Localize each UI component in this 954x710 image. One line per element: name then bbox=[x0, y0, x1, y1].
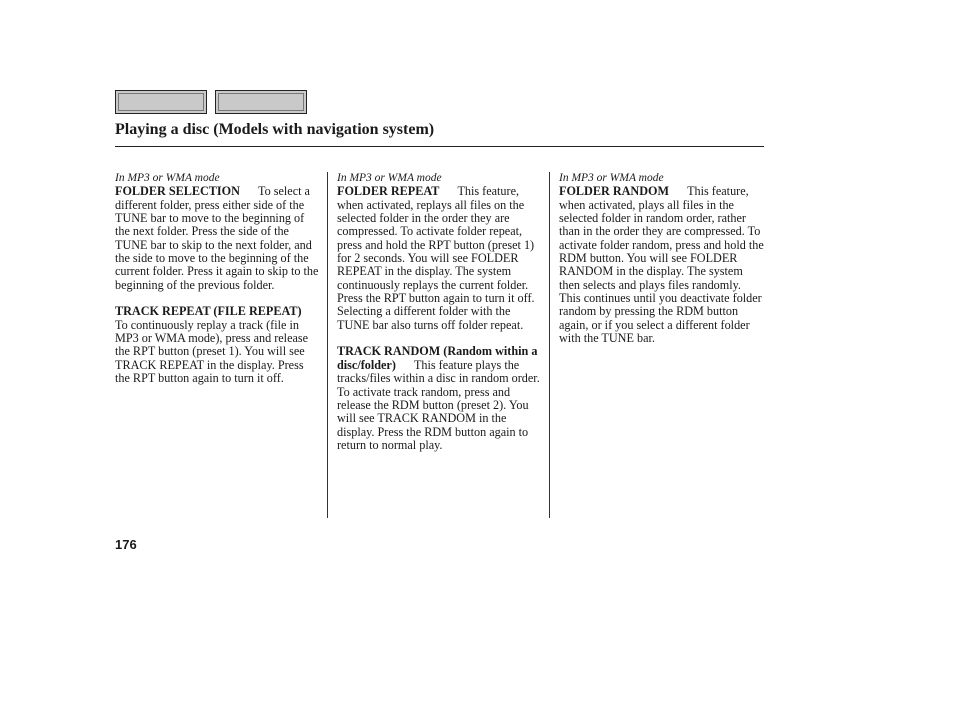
section-heading: FOLDER RANDOM bbox=[559, 184, 670, 199]
section-body: To select a different folder, press either side of the TUNE bar to move to the beginning of the next folder. Press the side of the TUNE bar to skip to the next folder, and the side to move to the beginning of the current folder. Press it again to skip to the beginning of the previous folder. bbox=[115, 184, 319, 292]
section-track-random bbox=[337, 345, 540, 452]
section-folder-selection bbox=[115, 172, 319, 292]
header-tab-2-inner bbox=[218, 93, 304, 111]
section-folder-repeat bbox=[337, 172, 540, 332]
page-title: Playing a disc (Models with navigation system) bbox=[115, 121, 435, 138]
column-1 bbox=[115, 172, 319, 386]
section-text bbox=[115, 305, 319, 385]
section-text bbox=[115, 185, 319, 292]
section-heading: TRACK REPEAT (FILE REPEAT) bbox=[115, 304, 302, 319]
column-divider-1 bbox=[327, 172, 328, 518]
section-heading: FOLDER SELECTION bbox=[115, 184, 240, 199]
mode-label: In MP3 or WMA mode bbox=[559, 172, 664, 184]
section-text bbox=[337, 185, 540, 332]
section-heading: TRACK RANDOM (Random within a disc/folder) bbox=[337, 344, 538, 372]
header-tab-1-inner bbox=[118, 93, 204, 111]
mode-label: In MP3 or WMA mode bbox=[115, 172, 220, 184]
section-folder-random bbox=[559, 172, 764, 345]
section-body: This feature plays the tracks/files within a disc in random order. To activate track random, press and release the RDM button (preset 2). You will see TRACK RANDOM in the display. Press the RDM button again to return to normal play. bbox=[337, 357, 540, 452]
column-2 bbox=[337, 172, 540, 452]
section-text bbox=[559, 185, 764, 345]
section-track-repeat bbox=[115, 305, 319, 385]
header-tab-2 bbox=[215, 90, 307, 114]
column-3 bbox=[559, 172, 764, 345]
mode-label: In MP3 or WMA mode bbox=[337, 172, 442, 184]
title-rule bbox=[115, 146, 764, 147]
header-tab-1 bbox=[115, 90, 207, 114]
section-text bbox=[337, 345, 540, 452]
section-heading: FOLDER REPEAT bbox=[337, 184, 440, 199]
section-body: This feature, when activated, replays all files on the selected folder in the order they are compressed. To activate folder repeat, press and hold the RPT button (preset 1) for 2 seconds. You will see FOLDER REPEAT in the display. The system continuously replays the current folder. Press the RPT button again to turn it off. Selecting a different folder with the TUNE bar also turns off folder repeat. bbox=[337, 184, 535, 332]
section-body: This feature, when activated, plays all files in the selected folder in random order, rather than in the order they are compressed. To activate folder random, press and hold the RDM button. You will see FOLDER RANDOM in the display. The system then selects and plays files randomly. This continues until you deactivate folder random by pressing the RDM button again, or if you select a different folder with the TUNE bar. bbox=[559, 184, 764, 346]
section-body: To continuously replay a track (file in MP3 or WMA mode), press and release the RPT button (preset 1). You will see TRACK REPEAT in the display. Press the RPT button again to turn it off. bbox=[115, 317, 309, 386]
page-number: 176 bbox=[115, 537, 137, 552]
column-divider-2 bbox=[549, 172, 550, 518]
